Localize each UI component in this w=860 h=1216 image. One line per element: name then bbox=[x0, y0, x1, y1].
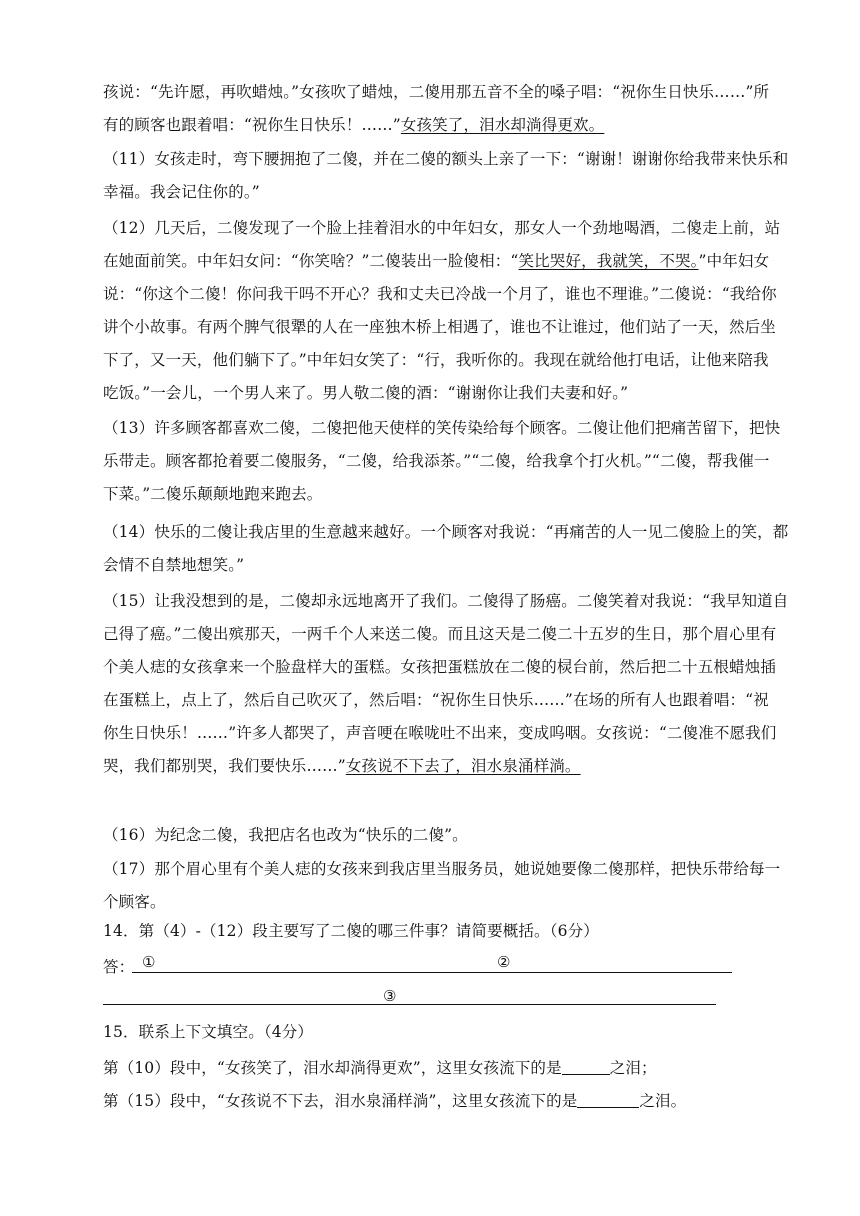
q15-line2-text: 第（15）段中，“女孩说不下去，泪水泉涌样淌”，这里女孩流下的是 bbox=[103, 1092, 578, 1110]
text-segment: 讲个小故事。有两个脾气很犟的人在一座独木桥上相遇了，谁也不让谁过，他们站了一天，然后坐 bbox=[103, 318, 776, 336]
text-segment: （14）快乐的二傻让我店里的生意越来越好。一个顾客对我说：“再痛苦的人一见二傻脸上的笑，都 bbox=[103, 523, 789, 541]
text-line bbox=[103, 859, 780, 879]
q14-answer-line-1[interactable] bbox=[132, 972, 732, 973]
text-line bbox=[103, 756, 581, 776]
text-line bbox=[103, 350, 769, 370]
text-segment: 乐带走。顾客都抢着要二傻服务，“二傻，给我添茶。”“二傻，给我拿个打火机。”“二傻，帮我催一 bbox=[103, 452, 770, 470]
q15-blank-line-2 bbox=[103, 1091, 686, 1111]
text-line bbox=[103, 522, 788, 542]
text-line bbox=[103, 115, 604, 135]
q14-mark-1: ① bbox=[142, 953, 156, 971]
text-line bbox=[103, 82, 769, 102]
text-segment: 在蛋糕上，点上了，然后自己吹灭了，然后唱：“祝你生日快乐……”在场的所有人也跟着唱：“祝 bbox=[103, 691, 769, 709]
underlined-sentence: 笑比哭好，我就笑，不哭。 bbox=[518, 252, 699, 270]
q15-blank-line-1 bbox=[103, 1058, 657, 1078]
text-line bbox=[103, 591, 788, 611]
text-line bbox=[103, 383, 628, 403]
text-segment: （16）为纪念二傻，我把店名也改为“快乐的二傻”。 bbox=[103, 826, 468, 844]
text-line bbox=[103, 484, 322, 504]
text-line bbox=[103, 892, 166, 912]
text-line bbox=[103, 624, 776, 644]
text-segment: 你生日快乐！……”许多人都哭了，声音哽在喉咙吐不出来，变成呜咽。女孩说：“二傻准不愿我们 bbox=[103, 724, 777, 742]
q14-mark-2: ② bbox=[497, 953, 511, 971]
text-segment: 孩说：“先许愿，再吹蜡烛。”女孩吹了蜡烛，二傻用那五音不全的嗓子唱：“祝你生日快乐……”所 bbox=[103, 83, 770, 101]
text-line bbox=[103, 182, 260, 202]
text-segment: 幸福。我会记住你的。” bbox=[103, 183, 260, 201]
text-line bbox=[103, 723, 776, 743]
underlined-sentence: 女孩说不下去了，泪水泉涌样淌。 bbox=[345, 757, 581, 775]
text-segment: 在她面前笑。中年妇女问：“你笑啥？”二傻装出一脸傻相：“ bbox=[103, 252, 519, 270]
text-line bbox=[103, 690, 769, 710]
q14-answer-label: 答： bbox=[103, 958, 135, 976]
text-line bbox=[103, 657, 776, 677]
q15-line2-suffix: 之泪。 bbox=[639, 1092, 687, 1110]
text-line bbox=[103, 451, 770, 471]
text-segment: （11）女孩走时，弯下腰拥抱了二傻，并在二傻的额头上亲了一下：“谢谢！谢谢你给我带来快乐和 bbox=[103, 150, 789, 168]
text-segment: 有的顾客也跟着唱：“祝你生日快乐！……” bbox=[103, 116, 401, 134]
text-line bbox=[103, 317, 776, 337]
q15-blank-2[interactable] bbox=[577, 1091, 639, 1108]
text-segment: 哭，我们都别哭，我们要快乐……” bbox=[103, 757, 346, 775]
text-segment: 个顾客。 bbox=[103, 893, 166, 911]
text-segment: 下了，又一天，他们躺下了。”中年妇女笑了：“行，我听你的。我现在就给他打电话，让他来陪我 bbox=[103, 351, 769, 369]
q14-answer-line-2[interactable] bbox=[103, 1004, 716, 1005]
q15-prompt: 15．联系上下文填空。（4分） bbox=[103, 1023, 314, 1041]
text-line bbox=[103, 218, 780, 238]
text-segment: 说：“你这个二傻！你问我干吗不开心？我和丈夫已冷战一个月了，谁也不理谁。”二傻说：“我给你 bbox=[103, 285, 777, 303]
text-segment: 会情不自禁地想笑。” bbox=[103, 556, 245, 574]
text-segment: 己得了癌。”二傻出殡那天，一两千个人来送二傻。而且这天是二傻二十五岁的生日，那个眉心里有 bbox=[103, 625, 777, 643]
text-line bbox=[103, 418, 780, 438]
text-line bbox=[103, 284, 777, 304]
text-segment: （15）让我没想到的是，二傻却永远地离开了我们。二傻得了肠癌。二傻笑着对我说：“我早知道自 bbox=[103, 592, 789, 610]
q15-line1-text: 第（10）段中，“女孩笑了，泪水却淌得更欢”，这里女孩流下的是 bbox=[103, 1059, 562, 1077]
text-line bbox=[103, 555, 244, 575]
underlined-sentence: 女孩笑了，泪水却淌得更欢。 bbox=[400, 116, 605, 134]
q14-mark-3: ③ bbox=[383, 987, 397, 1005]
q15-blank-1[interactable] bbox=[562, 1058, 610, 1075]
text-segment: （13）许多顾客都喜欢二傻，二傻把他天使样的笑传染给每个顾客。二傻让他们把痛苦留下，把快 bbox=[103, 419, 781, 437]
text-segment: 吃饭。”一会儿，一个男人来了。男人敬二傻的酒：“谢谢你让我们夫妻和好。” bbox=[103, 384, 629, 402]
q15-line1-suffix: 之泪； bbox=[609, 1059, 657, 1077]
text-line bbox=[103, 149, 788, 169]
q14-prompt: 14．第（4）-（12）段主要写了二傻的哪三件事？请简要概括。（6分） bbox=[103, 922, 599, 940]
text-segment: ”中年妇女 bbox=[698, 252, 770, 270]
text-line bbox=[103, 251, 769, 271]
text-segment: （17）那个眉心里有个美人痣的女孩来到我店里当服务员，她说她要像二傻那样，把快乐带给每一 bbox=[103, 860, 781, 878]
text-segment: （12）几天后，二傻发现了一个脸上挂着泪水的中年妇女，那女人一个劲地喝酒，二傻走上前，站 bbox=[103, 219, 781, 237]
text-segment: 个美人痣的女孩拿来一个脸盘样大的蛋糕。女孩把蛋糕放在二傻的棂台前，然后把二十五根蜡烛插 bbox=[103, 658, 776, 676]
text-line bbox=[103, 825, 468, 845]
text-segment: 下菜。”二傻乐颠颠地跑来跑去。 bbox=[103, 485, 323, 503]
